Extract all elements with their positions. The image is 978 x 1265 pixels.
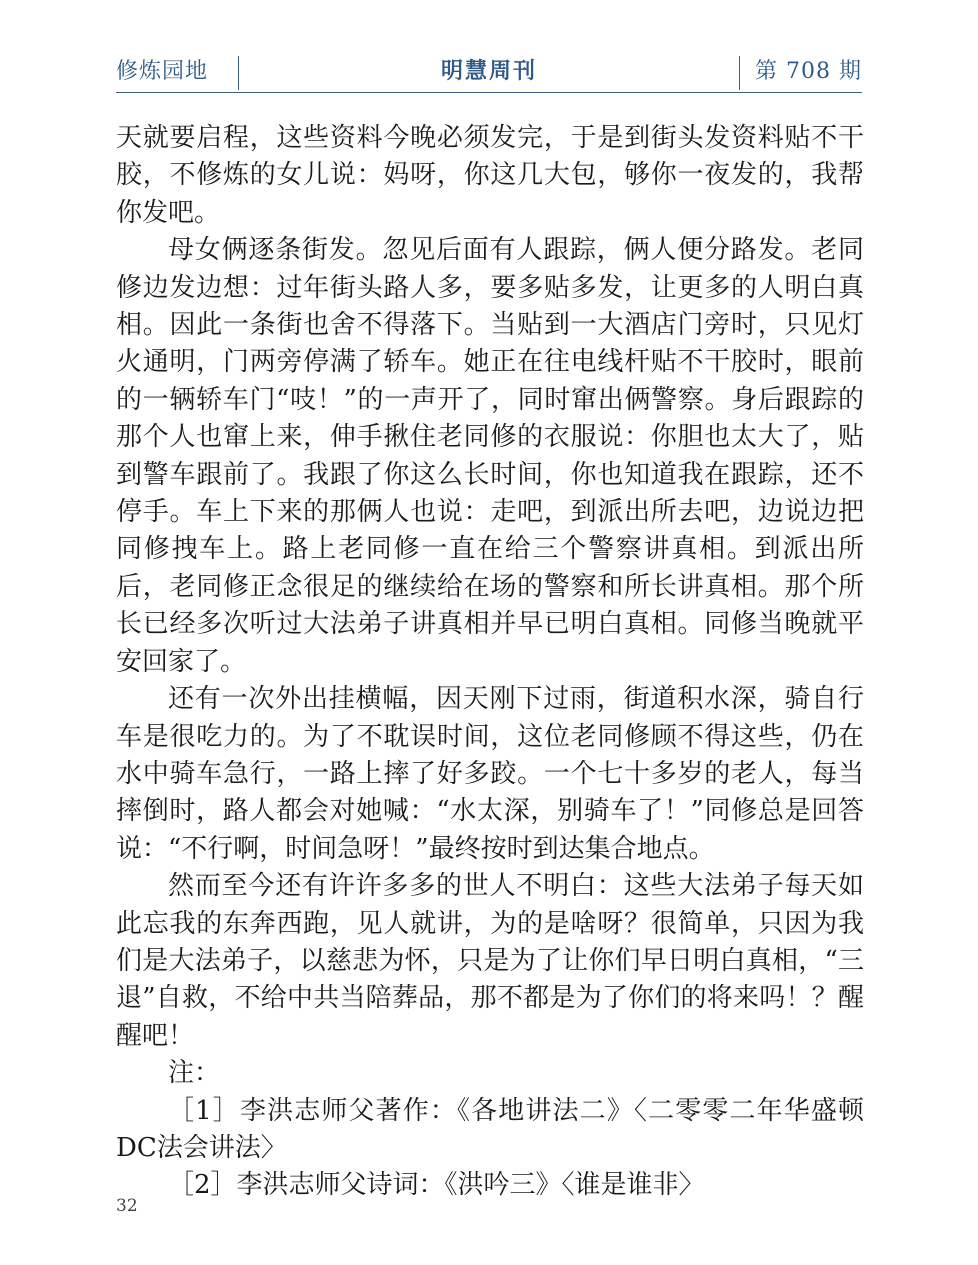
paragraph: 还有一次外出挂横幅，因天刚下过雨，街道积水深，骑自行车是很吃力的。为了不耽误时间，这位老同修顾不得这些，仍在水中骑车急行，一路上摔了好多跤。一个七十多岁的老人，每当摔倒时，路人都会对她喊：“水太深，别骑车了！”同修总是回答说：“不行啊，时间急呀！”最终按时到达集合地点。 [116, 684, 864, 864]
paragraph: 然而至今还有许许多多的世人不明白：这些大法弟子每天如此忘我的东奔西跑，见人就讲，为的是啥呀？很简单，只因为我们是大法弟子，以慈悲为怀，只是为了让你们早日明白真相，“三退”自救，不给中共当陪葬品，那不都是为了你们的将来吗！？醒醒吧！ [116, 871, 864, 1051]
paragraph-continued: 天就要启程，这些资料今晚必须发完，于是到街头发资料贴不干胶，不修炼的女儿说：妈呀，你这几大包，够你一夜发的，我帮你发吧。 [116, 123, 864, 228]
paragraph: 母女俩逐条街发。忽见后面有人跟踪，俩人便分路发。老同修边发边想：过年街头路人多，要多贴多发，让更多的人明白真相。因此一条街也舍不得落下。当贴到一大酒店门旁时，只见灯火通明，门两旁停满了轿车。她正在往电线杆贴不干胶时，眼前的一辆轿车门“吱！”的一声开了，同时窜出俩警察。身后跟踪的那个人也窜上来，伸手揪住老同修的衣服说：你胆也太大了，贴到警车跟前了。我跟了你这么长时间，你也知道我在跟踪，还不停手。车上下来的那俩人也说：走吧，到派出所去吧，边说边把同修拽车上。路上老同修一直在给三个警察讲真相。到派出所后，老同修正念很足的继续给在场的警察和所长讲真相。那个所长已经多次听过大法弟子讲真相并早已明白真相。同修当晚就平安回家了。 [116, 235, 864, 677]
footnote-1: ［1］李洪志师父著作：《各地讲法二》〈二零零二年华盛顿DC法会讲法〉 [116, 1095, 864, 1163]
magazine-title: 明慧周刊 [440, 58, 537, 84]
page-header [116, 50, 862, 93]
issue-number: 第 708 期 [755, 59, 862, 84]
section-title: 修炼园地 [116, 59, 209, 84]
header-divider-right [739, 56, 740, 90]
article-body [116, 120, 864, 1205]
notes-heading: 注： [168, 1058, 221, 1089]
footnote-2: ［2］李洪志师父诗词：《洪吟三》〈谁是谁非〉 [168, 1170, 705, 1201]
page-number: 32 [116, 1196, 138, 1216]
